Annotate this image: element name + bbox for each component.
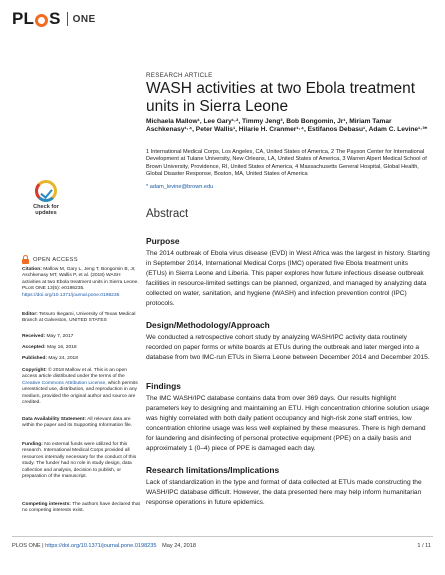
editor-block: Editor: Tetsuro Ikegami, University of Texas Medical Branch at Galveston, UNITED STATES	[22, 312, 136, 324]
abstract-heading: Abstract	[146, 208, 189, 220]
received-block: Received: May 7, 2017	[22, 334, 74, 339]
section-text-purpose: The 2014 outbreak of Ebola virus disease (EVD) in West Africa was the largest in history. Starting in September 2014, International Medical Corps (IMC) operated five Ebola treatment units (ETUs) in Sierra Leone and Liberia. This paper explores how future infectious disease outbreak facilities in resource-limited settings can be planned, organized, and managed by analyzing data collected on water, sanitation, and hygiene (WASH) and infection prevention control (IPC) protocols.	[146, 250, 430, 308]
plos-one-logo	[12, 8, 96, 30]
copyright-block: Copyright: © 2018 Mallow et al. This is an open access article distributed under the terms of the Creative Commons Attribution License, which permits unrestricted use, distribution, and reproduction in any medium, provided the original author and source are credited.	[22, 368, 138, 406]
logo-one-text: ONE	[72, 13, 96, 25]
cc-license-link[interactable]: Creative Commons Attribution License	[22, 380, 106, 386]
citation-doi-link[interactable]: https://doi.org/10.1371/journal.pone.0198235	[22, 292, 120, 298]
author-list: Michaela Mallow¹, Lee Gary¹·², Timmy Jeng³, Bob Bongomin, Jr¹, Miriam Tamar Aschkenasy¹·⁴, Peter Wallis¹, Hilarie H. Cranmer¹·⁴, Estifanos Debasu¹, Adam C. Levine¹·³*	[146, 118, 428, 134]
plos-wordmark: PL S	[12, 9, 61, 28]
article-title: WASH activities at two Ebola treatment units in Sierra Leone	[146, 80, 416, 115]
section-heading-limitations: Research limitations/Implications	[146, 465, 280, 475]
page-number: 1 / 11	[417, 543, 431, 549]
section-heading-findings: Findings	[146, 381, 181, 391]
data-availability-block: Data Availability Statement: All relevant data are within the paper and its Supporting Information file.	[22, 417, 133, 429]
footer-divider	[12, 536, 433, 537]
footer-doi-link[interactable]: https://doi.org/10.1371/journal.pone.0198235	[45, 543, 157, 549]
check-for-updates-badge[interactable]	[28, 180, 64, 225]
corresponding-email[interactable]: * adam_levine@brown.edu	[146, 184, 214, 190]
open-lock-icon	[22, 255, 29, 264]
funding-block: Funding: No external funds were utilized for this research. International Medical Corps provided all resources internally necessary for the conduct of this study. The funder had no role in study design, data collection and analysis, decision to publish, or preparation of the manuscript.	[22, 442, 137, 480]
footer-citation: PLOS ONE | https://doi.org/10.1371/journal.pone.0198235 May 24, 2018	[12, 543, 196, 549]
plos-o-ring-icon	[35, 14, 48, 27]
check-updates-label: Check for updates	[33, 204, 59, 217]
check-updates-icon	[35, 180, 57, 202]
citation-block: Citation: Mallow M, Gary L, Jeng T, Bongomin B, Jr, Aschkenasy MT, Wallis P, et al. (2018) WASH activities at two Ebola treatment units in Sierra Leone. PLoS ONE 13(5): e0198235. https://doi.org/10.1371/journal.pone.0198235	[22, 267, 139, 298]
published-block: Published: May 24, 2018	[22, 356, 78, 361]
footer-date: May 24, 2018	[162, 543, 196, 549]
logo-divider	[67, 12, 68, 26]
affiliations: 1 International Medical Corps, Los Angeles, CA, United States of America, 2 The Payson Center for International Development at Tulane University, New Orleans, LA, United States of America, 3 Warren Alpert Medical School of Brown University, Providence, RI, United States of America, 4 Massachusetts General Hospital, Global Health, Global Disaster Response, Boston, MA, United States of America	[146, 149, 427, 178]
open-access-label: OPEN ACCESS	[22, 255, 78, 264]
section-text-limitations: Lack of standardization in the type and format of data collected at ETUs made constructing the WASH/IPC database difficult. However, the data presented here may help inform humanitarian response operations in future epidemics.	[146, 479, 422, 507]
section-text-findings: The IMC WASH/IPC database contains data from over 369 days. Our results highlight parameters key to designing and maintaining an ETU. High concentration chlorine solution usage was highly correlated with both daily patient occupancy and high-risk zone staff entries, low concentration chlorine usage was less well explained by these measures. There is high demand for laundering and disinfecting of personal protective equipment (PPE) on a daily basis and approximately 1 (0–4) piece of PPE is damaged each day.	[146, 395, 430, 453]
section-heading-design: Design/Methodology/Approach	[146, 320, 270, 330]
accepted-block: Accepted: May 16, 2018	[22, 345, 77, 350]
section-text-design: We conducted a retrospective cohort study by analyzing WASH/IPC activity data routinely recorded on paper forms or white boards at ETUs during the outbreak and later merged into a database from two IMC-run ETUs in Sierra Leone between December 2014 and December 2015.	[146, 334, 430, 362]
article-type: RESEARCH ARTICLE	[146, 72, 213, 79]
section-heading-purpose: Purpose	[146, 236, 180, 246]
competing-interests-block: Competing interests: The authors have declared that no competing interests exist.	[22, 502, 140, 514]
